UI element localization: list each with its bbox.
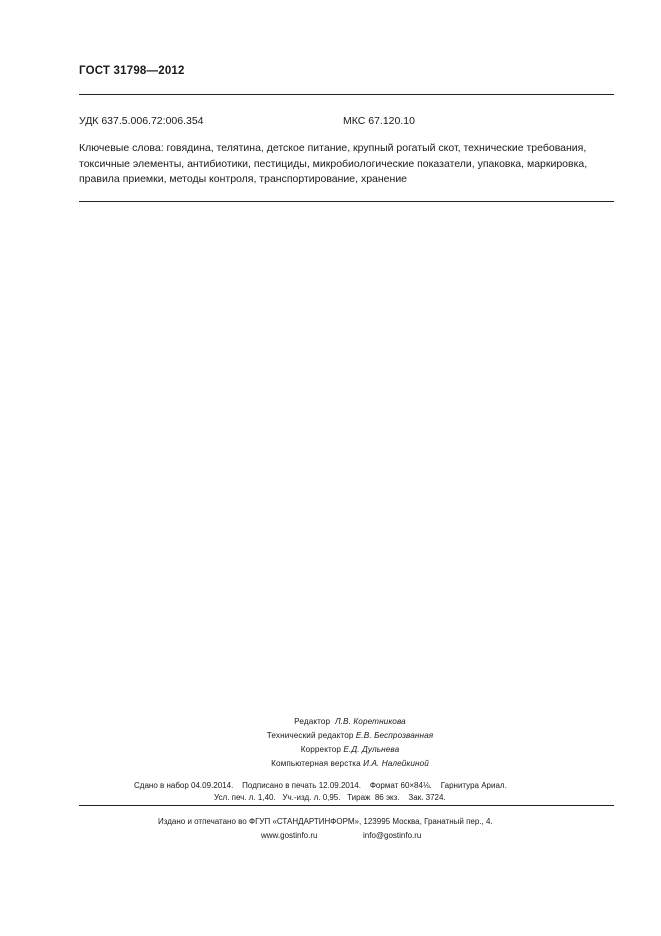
editor-name: Л.В. Коретникова (334, 717, 406, 726)
mks-code: МКС 67.120.10 (343, 115, 415, 127)
layout-credit (160, 759, 540, 768)
tech-editor-credit (160, 731, 540, 740)
editor-role: Редактор (294, 717, 331, 726)
keywords-line-3: правила приемки, методы контроля, транспортирование, хранение (79, 173, 408, 185)
keywords-divider (79, 201, 614, 202)
layout-name: И.А. Налейкиной (363, 759, 429, 768)
editor-credit (160, 717, 540, 726)
publisher-line: Издано и отпечатано во ФГУП «СТАНДАРТИНФОРМ», 123995 Москва, Гранатный пер., 4. (158, 817, 493, 826)
keywords-line-2: токсичные элементы, антибиотики, пестициды, микробиологические показатели, упаковка, маркировка, (79, 157, 588, 170)
keywords-block (79, 141, 619, 188)
print-info-line-1: Сдано в набор 04.09.2014. Подписано в печать 12.09.2014. Формат 60×84⅛. Гарнитура Ариал. (134, 781, 507, 790)
corrector-credit (160, 745, 540, 754)
udk-code: УДК 637.5.006.72:006.354 (79, 115, 204, 127)
corrector-name: Е.Д. Дульнева (343, 745, 400, 754)
print-info-line-2: Усл. печ. л. 1,40. Уч.-изд. л. 0,95. Тираж 86 экз. Зак. 3724. (214, 793, 446, 802)
footer-divider (79, 805, 614, 806)
top-divider (79, 94, 614, 95)
publisher-email-link[interactable]: info@gostinfo.ru (363, 831, 422, 840)
tech-editor-name: Е.В. Беспрозванная (355, 731, 434, 740)
corrector-role: Корректор (300, 745, 342, 754)
tech-editor-role: Технический редактор (266, 731, 354, 740)
keywords-line-1: Ключевые слова: говядина, телятина, детское питание, крупный рогатый скот, технические требования, (79, 142, 587, 154)
layout-role: Компьютерная верстка (271, 759, 361, 768)
publisher-website-link[interactable]: www.gostinfo.ru (261, 831, 318, 840)
document-title: ГОСТ 31798—2012 (79, 65, 185, 77)
